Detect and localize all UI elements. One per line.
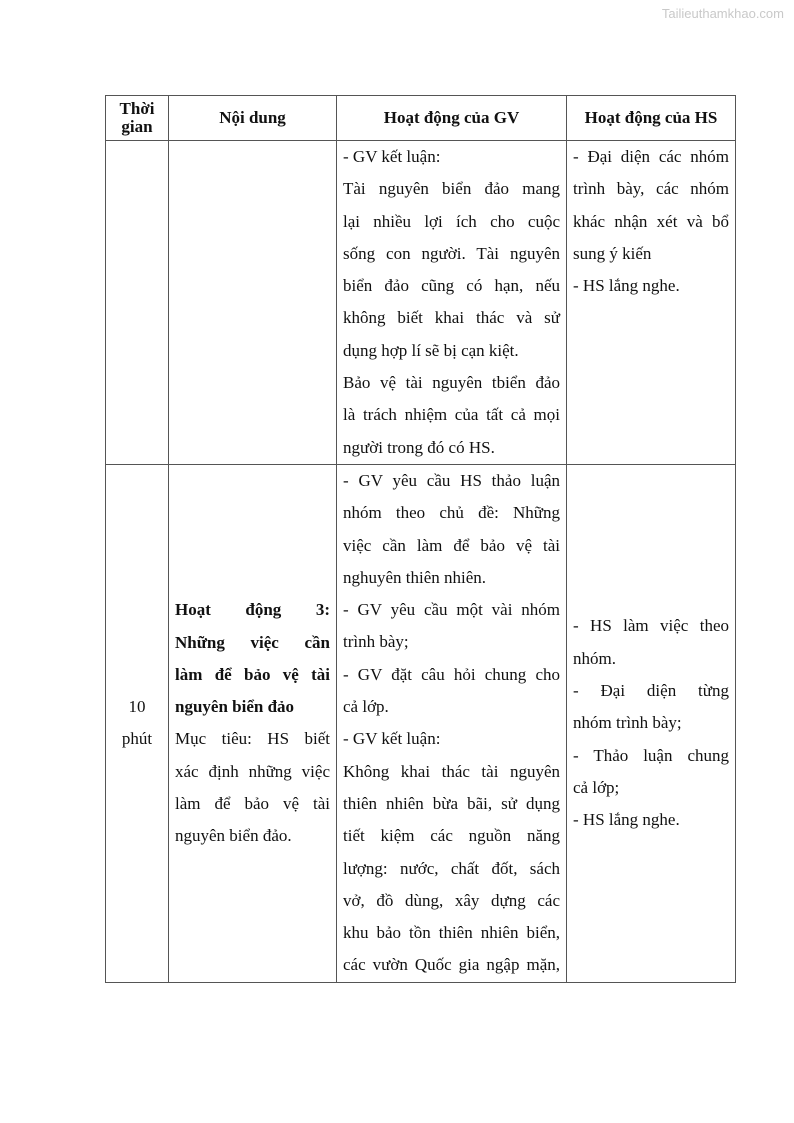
text-line: trình bày, các nhóm (573, 179, 729, 199)
text-line: Hoạt động 3: (175, 600, 330, 620)
text-line: làm để bảo vệ tài (175, 794, 330, 814)
text-line: sống con người. Tài nguyên (343, 243, 560, 263)
watermark: Tailieuthamkhao.com (661, 6, 784, 21)
text-line: khu bảo tồn thiên nhiên biển, (343, 923, 560, 943)
time-cell (106, 464, 169, 982)
text-line: trình bày; (343, 632, 409, 652)
text-line: biển đảo cũng có hạn, nếu (343, 276, 560, 296)
text-line: khác nhận xét và bổ (573, 211, 729, 231)
text-line: không biết khai thác và sử (343, 308, 560, 328)
content-cell (169, 141, 337, 465)
header-gv: Hoạt động của GV (337, 96, 567, 141)
text-line: - Thảo luận chung (573, 745, 729, 765)
gv-cell (337, 464, 567, 982)
text-line: - GV kết luận: (343, 729, 441, 749)
header-time (106, 96, 169, 141)
lesson-plan-table (105, 95, 736, 983)
text-line: Bảo vệ tài nguyên tbiển đảo (343, 373, 560, 393)
text-line: cả lớp; (573, 777, 620, 797)
text-line: - HS lắng nghe. (573, 810, 680, 830)
table-row (106, 464, 736, 982)
text-line: việc cần làm để bảo vệ tài (343, 535, 560, 555)
text-line: nguyên biển đảo (175, 697, 295, 717)
text-line: vở, đồ dùng, xây dựng các (343, 890, 560, 910)
hs-cell (567, 141, 736, 465)
header-time-line: gian (121, 117, 153, 136)
header-hs: Hoạt động của HS (567, 96, 736, 141)
text-line: lượng: nước, chất đốt, sách (343, 858, 560, 878)
text-line: các vườn Quốc gia ngập mặn, (343, 955, 560, 975)
text-line: - GV kết luận: (343, 147, 441, 166)
text-line: - GV đặt câu hỏi chung cho (343, 664, 560, 684)
text-line: xác định những việc (175, 761, 330, 781)
text-line: là trách nhiệm của tất cả mọi (343, 405, 560, 425)
text-line: nhóm theo chủ đề: Những (343, 503, 560, 523)
text-line: Mục tiêu: HS biết (175, 729, 330, 749)
text-line: - GV yêu cầu HS thảo luận (343, 470, 560, 490)
text-line: làm để bảo vệ tài (175, 664, 330, 684)
text-line: - Đại diện từng (573, 681, 729, 701)
content-cell (169, 464, 337, 982)
text-line: nhóm trình bày; (573, 713, 682, 733)
text-line: nguyên biển đảo. (175, 826, 292, 846)
time-value: 10 (128, 697, 146, 717)
time-cell (106, 141, 169, 465)
text-line: thiên nhiên bừa bãi, sử dụng (343, 793, 560, 813)
header-time-line: Thời (119, 99, 155, 118)
text-line: nhóm. (573, 648, 616, 668)
activity-objective (175, 723, 330, 852)
text-line: nghuyên thiên nhiên. (343, 567, 487, 587)
text-line: cả lớp. (343, 697, 389, 717)
hs-cell (567, 464, 736, 982)
text-line: tiết kiệm các nguồn năng (343, 826, 560, 846)
header-content: Nội dung (169, 96, 337, 141)
text-line: lại nhiều lợi ích cho cuộc (343, 211, 560, 231)
text-line: - GV yêu cầu một vài nhóm (343, 600, 560, 620)
text-line: sung ý kiến (573, 243, 652, 263)
text-line: người trong đó có HS. (343, 437, 495, 457)
text-line: - Đại diện các nhóm (573, 147, 729, 166)
text-line: Tài nguyên biển đảo mang (343, 179, 560, 199)
activity-title (175, 594, 330, 723)
time-unit: phút (121, 729, 153, 749)
text-line: - HS lắng nghe. (573, 276, 680, 296)
text-line: Không khai thác tài nguyên (343, 761, 560, 781)
text-line: dụng hợp lí sẽ bị cạn kiệt. (343, 340, 519, 360)
text-line: Những việc cần (175, 632, 330, 652)
text-line: - HS làm việc theo (573, 616, 729, 636)
header-row (106, 96, 736, 141)
table-row (106, 141, 736, 465)
gv-cell (337, 141, 567, 465)
